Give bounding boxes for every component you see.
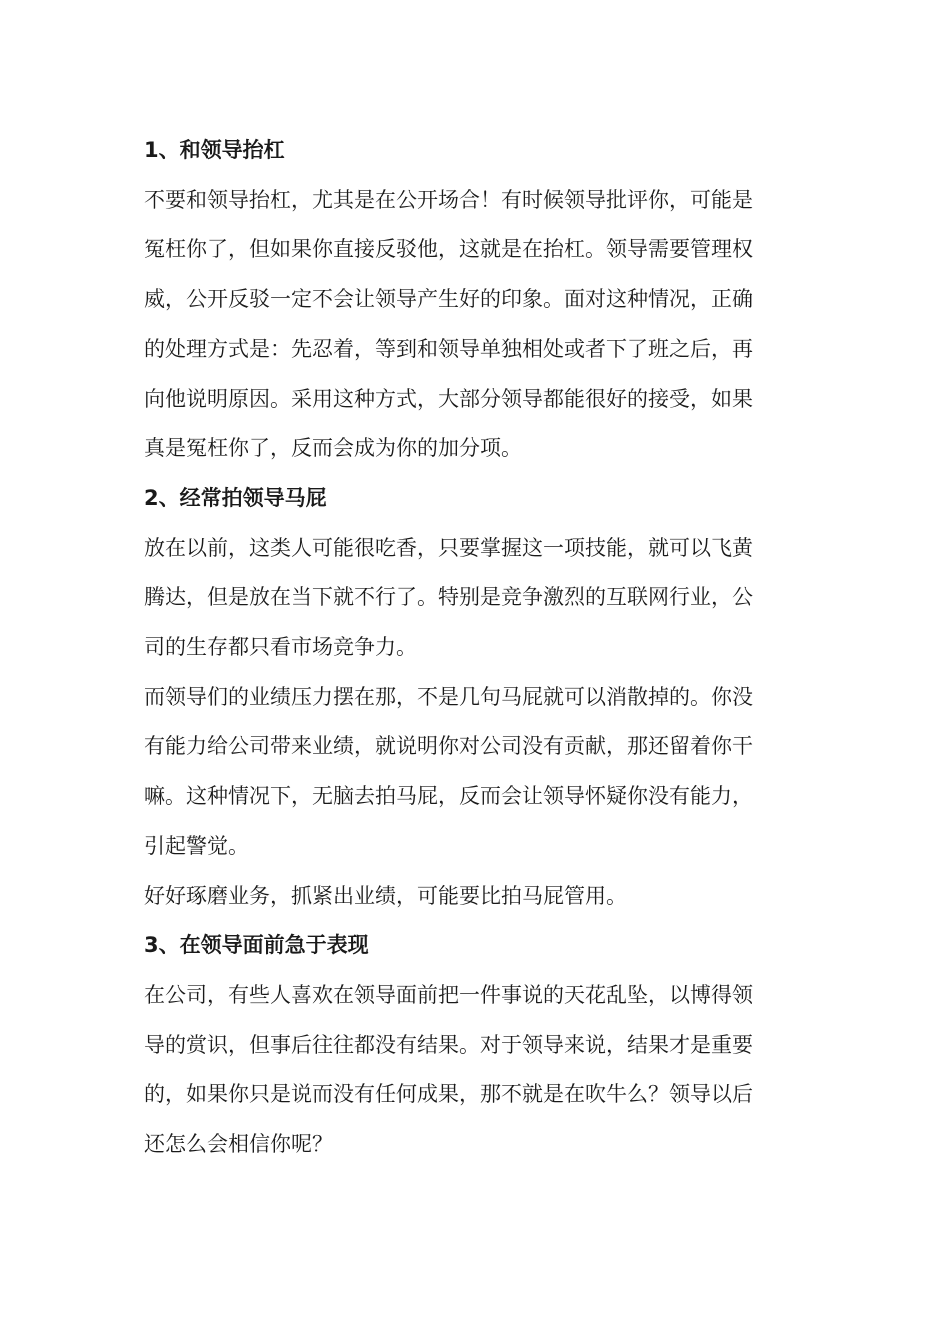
text-line: 腾达，但是放在当下就不行了。特别是竞争激烈的互联网行业，公 (144, 585, 753, 610)
text-line: 威，公开反驳一定不会让领导产生好的印象。面对这种情况，正确 (144, 287, 753, 312)
text-line: 放在以前，这类人可能很吃香，只要掌握这一项技能，就可以飞黄 (144, 535, 753, 560)
text-line: 好好琢磨业务，抓紧出业绩，可能要比拍马屁管用。 (144, 883, 627, 908)
text-line: 司的生存都只看市场竞争力。 (144, 635, 417, 660)
text-line: 在公司，有些人喜欢在领导面前把一件事说的天花乱坠，以博得领 (144, 982, 753, 1007)
section-heading: 3、在领导面前急于表现 (144, 933, 369, 958)
text-line: 向他说明原因。采用这种方式，大部分领导都能很好的接受，如果 (144, 386, 753, 411)
text-line: 真是冤枉你了，反而会成为你的加分项。 (144, 436, 522, 461)
text-line: 的处理方式是：先忍着，等到和领导单独相处或者下了班之后，再 (144, 336, 753, 361)
section-heading: 1、和领导抬杠 (144, 138, 285, 162)
text-line: 不要和领导抬杠，尤其是在公开场合！有时候领导批评你，可能是 (144, 187, 753, 212)
text-line: 还怎么会相信你呢？ (144, 1132, 333, 1157)
text-line: 的，如果你只是说而没有任何成果，那不就是在吹牛么？领导以后 (144, 1082, 753, 1107)
paragraph (144, 176, 804, 474)
section-heading: 2、经常拍领导马屁 (144, 485, 327, 510)
paragraph (144, 971, 804, 1170)
paragraph (144, 673, 804, 872)
paragraph (144, 524, 804, 673)
article-body (144, 126, 804, 1170)
text-line: 有能力给公司带来业绩，就说明你对公司没有贡献，那还留着你干 (144, 734, 753, 759)
paragraph (144, 872, 804, 922)
text-line: 引起警觉。 (144, 833, 249, 858)
text-line: 冤枉你了，但如果你直接反驳他，这就是在抬杠。领导需要管理权 (144, 237, 753, 262)
text-line: 而领导们的业绩压力摆在那，不是几句马屁就可以消散掉的。你没 (144, 684, 753, 709)
text-line: 嘛。这种情况下，无脑去拍马屁，反而会让领导怀疑你没有能力， (144, 784, 753, 809)
text-line: 导的赏识，但事后往往都没有结果。对于领导来说，结果才是重要 (144, 1032, 753, 1057)
